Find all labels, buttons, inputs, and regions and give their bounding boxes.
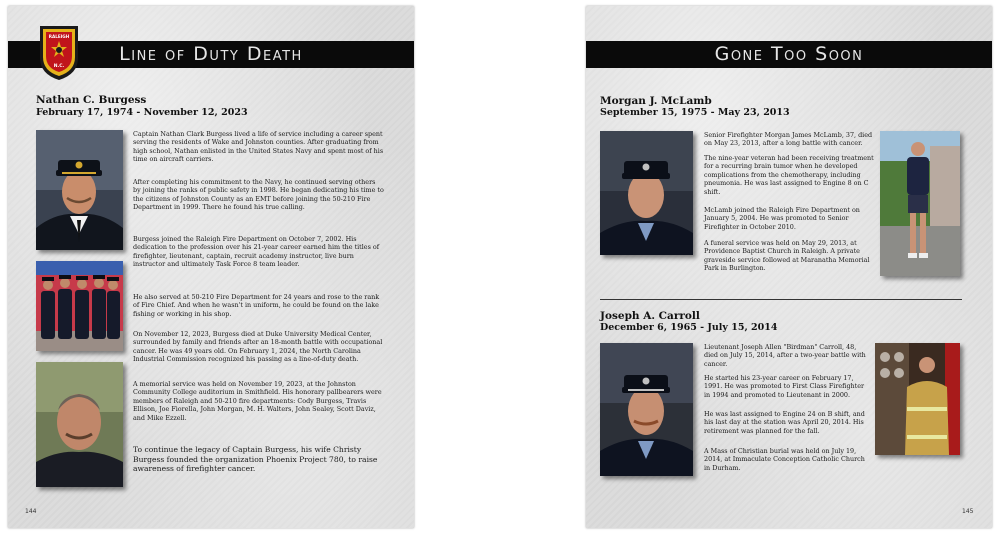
carroll-name: Joseph A. Carroll [600,310,700,322]
person-name: Nathan C. Burgess [36,94,147,106]
burgess-paragraph-5: On November 12, 2023, Burgess died at Duke University Medical Center, surrounded by family and friends after an 18-month battle with occupational cancer. He was 49 years old. On February 1, 2024, the North Carolina Industrial Commission recognized his passing as a line-of-duty death. [133,330,383,364]
burgess-paragraph-4: He also served at 50-210 Fire Department for 24 years and rose to the rank of Fire Chief. And when he wasn't in uniform, he could be found on the lake fishing or working in his shop. [133,293,380,318]
section-divider [600,299,962,300]
banner-title: Gone Too Soon [714,43,864,65]
carroll-portrait-photo [600,343,693,476]
page-number: 144 [25,508,37,515]
mclamb-paragraph-4: A funeral service was held on May 29, 2013, at Providence Baptist Church in Raleigh. A private graveside service followed at Maranatha Memorial Park in Burlington. [704,239,870,273]
carroll-dates: December 6, 1965 - July 15, 2014 [600,322,778,333]
page-number: 145 [962,508,974,515]
burgess-paragraph-3: Burgess joined the Raleigh Fire Department on October 7, 2002. His dedication to the profession over his 21-year career earned him the titles of firefighter, lieutenant, captain, recruit academy instructor, live burn instructor and ultimately Task Force 8 team leader. [133,235,380,269]
burgess-casual-photo [36,362,123,487]
badge-bottom-text: N.C. [53,64,65,69]
mclamb-portrait-photo [600,131,693,255]
carroll-paragraph-3: He was last assigned to Engine 24 on B shift, and his last day at the station was April 20, 2014. His retirement was planned for the fall. [704,410,865,435]
banner-title: Line of Duty Death [119,43,303,65]
burgess-paragraph-1: Captain Nathan Clark Burgess lived a life of service including a career spent serving the residents of Wake and Johnston counties. After graduating from high school, Nathan enlisted in the United States Navy and spent most of his time on aircraft carriers. [133,130,384,164]
burgess-paragraph-2: After completing his commitment to the Navy, he continued serving others by joining the ranks of public safety in 1998. He began dedicating his time to the citizens of Johnston County as an EMT before joining the 50-210 Fire Department in 1999. There he found his true calling. [133,178,384,212]
burgess-paragraph-7: To continue the legacy of Captain Burgess, his wife Christy Burgess founded the organization Phoenix Project 780, to raise awareness of firefighter cancer. [133,445,378,474]
banner-gone-too-soon [586,41,992,68]
burgess-group-photo [36,261,123,351]
mclamb-paragraph-1: Senior Firefighter Morgan James McLamb, 37, died on May 23, 2013, after a long battle with cancer. [704,131,873,148]
left-page [8,6,414,528]
mclamb-name: Morgan J. McLamb [600,95,712,107]
right-page [586,6,992,528]
carroll-paragraph-4: A Mass of Christian burial was held on July 19, 2014, at Immaculate Conception Catholic Church in Durham. [704,447,865,472]
mclamb-paragraph-3: McLamb joined the Raleigh Fire Department on January 5, 2004. He was promoted to Senior Firefighter in October 2010. [704,206,860,231]
fire-department-badge-icon [38,24,80,82]
mclamb-paragraph-2: The nine-year veteran had been receiving treatment for a recurring brain tumor when he developed complications from the chemotherapy, including pneumonia. He was last assigned to Engine 8 on C shift. [704,154,874,196]
mclamb-outdoor-photo [880,131,960,276]
burgess-paragraph-6: A memorial service was held on November 19, 2023, at the Johnston Community College auditorium in Smithfield. His honorary pallbearers were members of Raleigh and 50-210 fire departments: Cody Burgess, Travis Ellison, Joe Fiorella, John Morgan, M. H. Walters, John Sealey, Scott Daviz, and Mike Ezzell. [133,380,382,422]
mclamb-dates: September 15, 1975 - May 23, 2013 [600,107,790,118]
carroll-paragraph-2: He started his 23-year career on February 17, 1991. He was promoted to First Class Firefighter in 1994 and promoted to Lieutenant in 2000. [704,374,865,399]
burgess-portrait-photo [36,130,123,250]
person-dates: February 17, 1974 - November 12, 2023 [36,107,248,118]
badge-top-text: RALEIGH [48,34,70,39]
carroll-turnout-gear-photo [875,343,960,455]
carroll-paragraph-1: Lieutenant Joseph Allen "Birdman" Carroll, 48, died on July 15, 2014, after a two-year battle with cancer. [704,343,866,368]
